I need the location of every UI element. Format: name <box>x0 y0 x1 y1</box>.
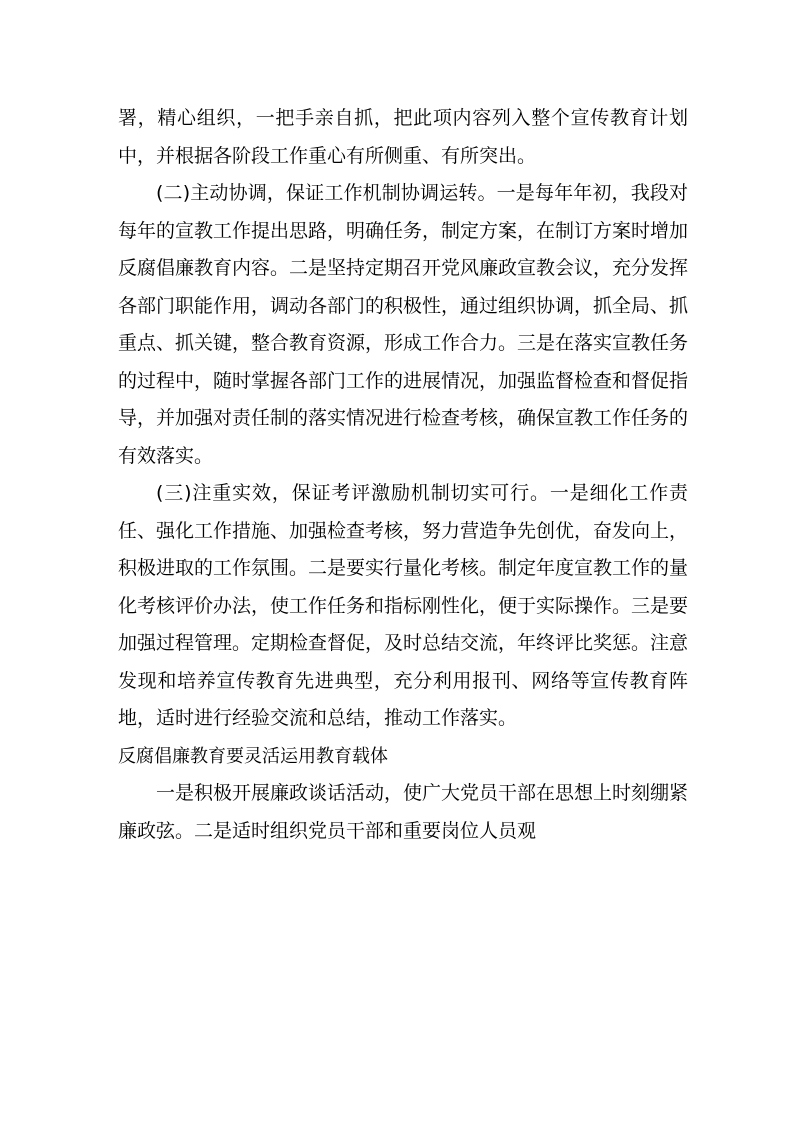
paragraph-coordination: (二)主动协调，保证工作机制协调运转。一是每年年初，我段对每年的宣教工作提出思路，明确任务，制定方案，在制订方案时增加反腐倡廉教育内容。二是坚持定期召开党风廉政宣教会议，充分发挥各部门职能作用，调动各部门的积极性，通过组织协调，抓全局、抓重点、抓关键，整合教育资源，形成工作合力。三是在落实宣教任务的过程中，随时掌握各部门工作的进展情况，加强监督检查和督促指导，并加强对责任制的落实情况进行检查考核，确保宣教工作任务的有效落实。 <box>118 182 689 467</box>
document-body <box>118 100 688 850</box>
paragraph-education-carrier: 一是积极开展廉政谈话活动，使广大党员干部在思想上时刻绷紧廉政弦。二是适时组织党员干部和重要岗位人员观 <box>118 782 689 842</box>
paragraph-effectiveness: (三)注重实效，保证考评激励机制切实可行。一是细化工作责任、强化工作措施、加强检查考核，努力营造争先创优，奋发向上，积极进取的工作氛围。二是要实行量化考核。制定年度宣教工作的量化考核评价办法，使工作任务和指标刚性化，便于实际操作。三是要加强过程管理。定期检查督促，及时总结交流，年终评比奖惩。注意发现和培养宣传教育先进典型，充分利用报刊、网络等宣传教育阵地，适时进行经验交流和总结，推动工作落实。 <box>118 482 689 729</box>
paragraph-continuation: 署，精心组织，一把手亲自抓，把此项内容列入整个宣传教育计划中，并根据各阶段工作重心有所侧重、有所突出。 <box>118 107 688 167</box>
section-heading: 反腐倡廉教育要灵活运用教育载体 <box>118 745 388 767</box>
